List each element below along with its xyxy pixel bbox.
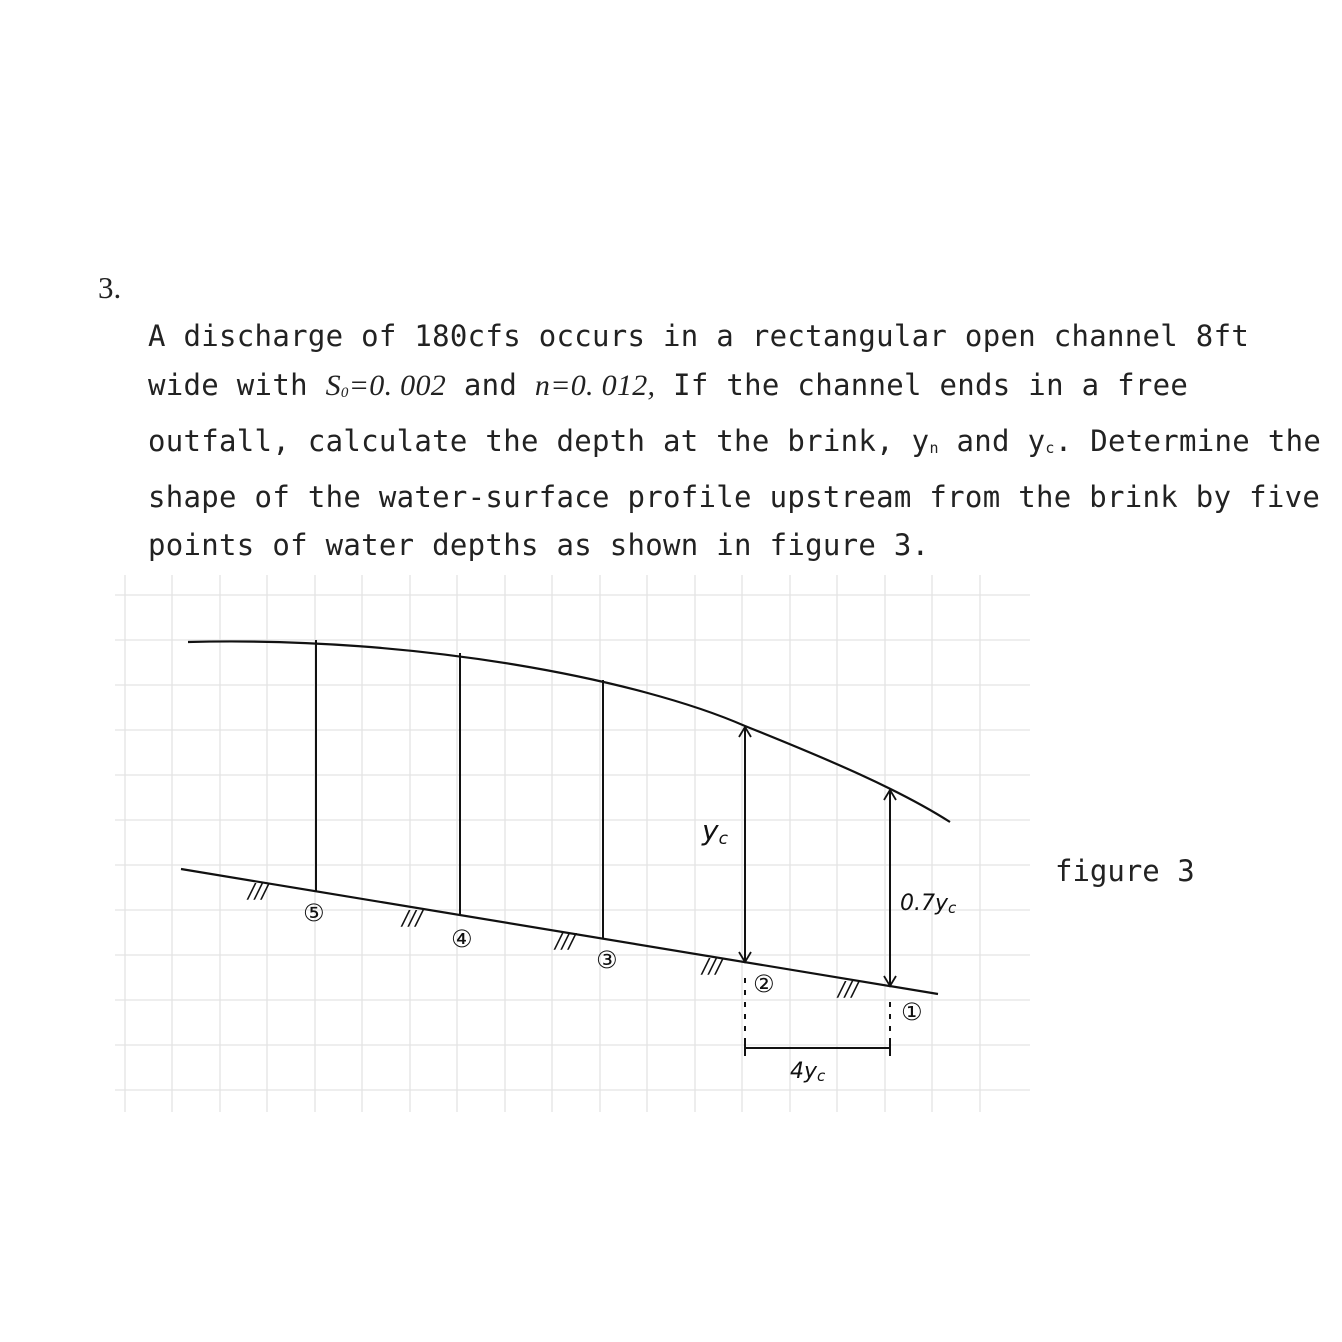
section-label-3: ③	[596, 946, 618, 974]
ground-hatch: ///	[402, 906, 423, 930]
section-label-5: ⑤	[303, 899, 325, 927]
section-label-4: ④	[451, 925, 473, 953]
slope-symbol: S	[325, 368, 341, 402]
ground-hatch: ///	[248, 879, 269, 903]
slope-subscript: 0	[340, 384, 349, 401]
statement-line-3: outfall, calculate the depth at the brink, yn and yc. Determine the	[148, 424, 1322, 458]
statement-line-1: A discharge of 180cfs occurs in a rectangular open channel 8ft	[148, 319, 1250, 353]
statement-line-4: shape of the water-surface profile upstream from the brink by five	[148, 479, 1321, 514]
ground-hatch: ///	[555, 929, 576, 953]
figure-caption: figure 3	[1055, 854, 1195, 888]
brink-depth-label: 0.7yc	[900, 891, 957, 917]
statement-line-5: points of water depths as shown in figure 3.	[148, 528, 930, 562]
problem-number: 3.	[98, 270, 122, 305]
dimension-arrowheads	[739, 727, 896, 986]
statement-line-2: wide with S0=0. 002 and n=0. 012, If the channel ends in a free	[148, 367, 1189, 402]
ground-hatch: ///	[702, 954, 723, 978]
yn-symbol: y	[911, 424, 930, 458]
section-label-1: ①	[901, 998, 923, 1026]
manning-n: n=0. 012,	[534, 368, 656, 402]
yc-symbol: y	[1027, 424, 1046, 458]
water-surface-profile	[188, 641, 950, 822]
yc-depth-label: yc	[702, 814, 728, 849]
slope-value: =0. 002	[348, 368, 447, 402]
spacing-dimension	[745, 1038, 890, 1056]
ground-hatch: ///	[838, 977, 859, 1001]
grid-paper	[115, 575, 1030, 1112]
spacing-label: 4yc	[790, 1059, 826, 1085]
section-label-2: ②	[753, 970, 775, 998]
